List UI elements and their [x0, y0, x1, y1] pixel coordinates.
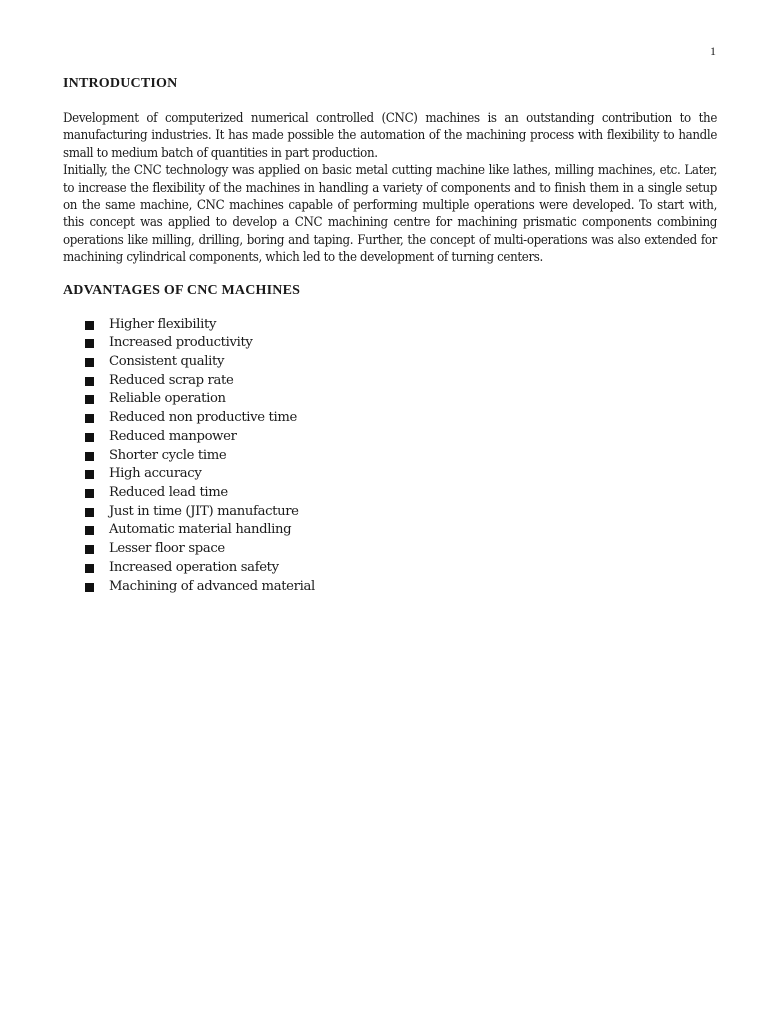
introduction-heading: INTRODUCTION	[63, 76, 178, 91]
advantage-list-item	[85, 465, 717, 484]
square-bullet-icon	[85, 321, 94, 330]
advantage-list-item	[85, 409, 717, 428]
advantage-label: Increased operation safety	[109, 559, 279, 575]
advantage-list-item	[85, 521, 717, 540]
advantage-list-item	[85, 353, 717, 372]
advantage-list-item	[85, 503, 717, 522]
advantage-list-item	[85, 559, 717, 578]
advantages-list	[63, 316, 717, 597]
advantage-label: Reduced manpower	[109, 428, 237, 444]
advantage-list-item	[85, 316, 717, 335]
advantage-label: Reduced non productive time	[109, 410, 297, 426]
square-bullet-icon	[85, 489, 94, 498]
advantage-list-item	[85, 428, 717, 447]
square-bullet-icon	[85, 583, 94, 592]
advantage-list-item	[85, 390, 717, 409]
square-bullet-icon	[85, 433, 94, 442]
page-content	[63, 76, 717, 596]
advantage-list-item	[85, 540, 717, 559]
advantage-label: Consistent quality	[109, 354, 225, 370]
introduction-paragraph-2: Initially, the CNC technology was applied on basic metal cutting machine like lathes, milling machines, etc. Later, to increase the flexibility of the machines in handling a variety of components and to finish them in a single setup on the same machine, CNC machines capable of performing multiple operations were developed. To start with, this concept was applied to develop a CNC machining centre for machining prismatic components combining operations like milling, drilling, boring and taping. Further, the concept of multi-operations was also extended for machining cylindrical components, which led to the development of turning centers.	[63, 163, 717, 266]
advantage-label: Lesser floor space	[109, 541, 225, 557]
page-number: 1	[710, 44, 716, 58]
advantage-list-item	[85, 372, 717, 391]
advantage-label: Reliable operation	[109, 391, 226, 407]
advantage-label: Increased productivity	[109, 335, 253, 351]
square-bullet-icon	[85, 358, 94, 367]
advantage-label: High accuracy	[109, 466, 202, 482]
square-bullet-icon	[85, 339, 94, 348]
advantage-label: Machining of advanced material	[109, 578, 315, 594]
advantage-list-item	[85, 578, 717, 597]
square-bullet-icon	[85, 377, 94, 386]
advantage-label: Reduced scrap rate	[109, 372, 234, 388]
square-bullet-icon	[85, 395, 94, 404]
square-bullet-icon	[85, 470, 94, 479]
square-bullet-icon	[85, 508, 94, 517]
square-bullet-icon	[85, 414, 94, 423]
advantage-label: Just in time (JIT) manufacture	[109, 503, 299, 519]
square-bullet-icon	[85, 545, 94, 554]
advantage-label: Higher flexibility	[109, 316, 217, 332]
introduction-paragraph-1: Development of computerized numerical controlled (CNC) machines is an outstanding contribution to the manufacturing industries. It has made possible the automation of the machining process with flexibility to handle small to medium batch of quantities in part production.	[63, 111, 717, 161]
advantage-list-item	[85, 334, 717, 353]
advantage-label: Reduced lead time	[109, 484, 228, 500]
advantage-label: Shorter cycle time	[109, 447, 227, 463]
square-bullet-icon	[85, 564, 94, 573]
advantage-list-item	[85, 484, 717, 503]
square-bullet-icon	[85, 526, 94, 535]
advantages-heading: ADVANTAGES OF CNC MACHINES	[63, 282, 301, 298]
advantage-list-item	[85, 447, 717, 466]
advantage-label: Automatic material handling	[109, 522, 292, 538]
square-bullet-icon	[85, 452, 94, 461]
